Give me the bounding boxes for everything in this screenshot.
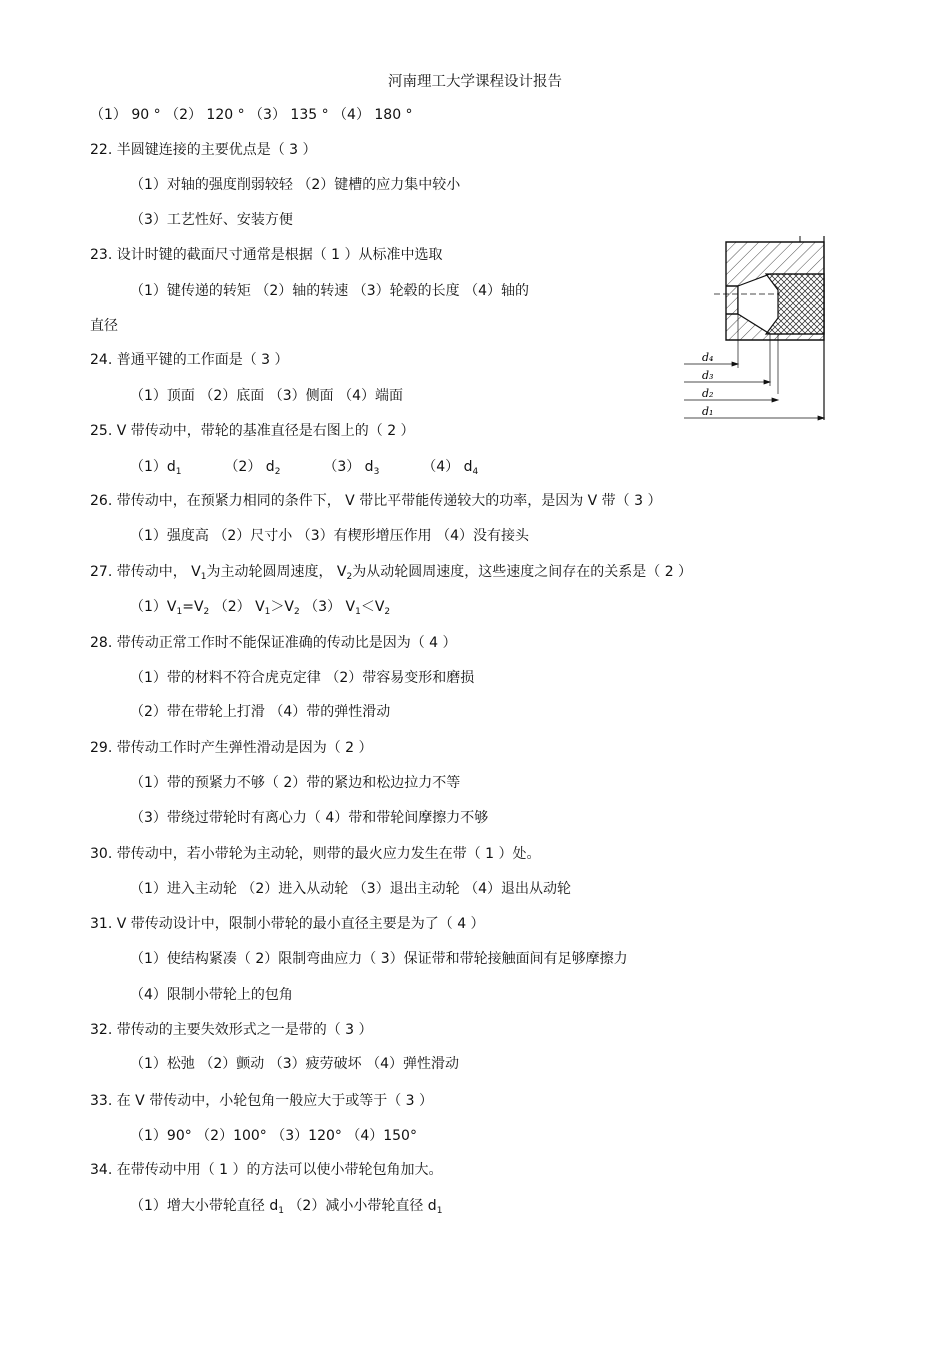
option-line: （1）进入主动轮 （2）进入从动轮 （3）退出主动轮 （4）退出从动轮: [130, 881, 571, 897]
option-line: 直径: [90, 318, 118, 334]
option-line: （3）带绕过带轮时有离心力（ 4）带和带轮间摩擦力不够: [130, 810, 489, 826]
question-line: 24. 普通平键的工作面是（ 3 ）: [90, 352, 289, 368]
label-d1: d₁: [702, 405, 714, 418]
option-line: （4）限制小带轮上的包角: [130, 987, 293, 1003]
question-line: 34. 在带传动中用（ 1 ）的方法可以使小带轮包角加大。: [90, 1162, 443, 1178]
question-line: 30. 带传动中，若小带轮为主动轮，则带的最火应力发生在带（ 1 ）处。: [90, 846, 541, 862]
question-line: 23. 设计时键的截面尺寸通常是根据（ 1 ）从标准中选取: [90, 247, 443, 263]
option-line: （1）键传递的转矩 （2）轴的转速 （3）轮毂的长度 （4）轴的: [130, 283, 529, 299]
option-line: （1）强度高 （2）尺寸小 （3）有楔形增压作用 （4）没有接头: [130, 528, 529, 544]
question-28: 28. 带传动正常工作时不能保证准确的传动比是因为（ 4 ）: [90, 635, 457, 651]
option-line: （1）带的材料不符合虎克定律 （2）带容易变形和磨损: [130, 670, 475, 686]
option-line: （1）使结构紧凑（ 2）限制弯曲应力（ 3）保证带和带轮接触面间有足够摩擦力: [130, 951, 628, 967]
option-line: （2）带在带轮上打滑 （4）带的弹性滑动: [130, 704, 391, 720]
label-d2: d₂: [702, 387, 714, 400]
option-line: （1）顶面 （2）底面 （3）侧面 （4）端面: [130, 388, 403, 404]
question-line: 29. 带传动工作时产生弹性滑动是因为（ 2 ）: [90, 740, 373, 756]
label-d4: d₄: [702, 351, 714, 364]
pulley-groove-diagram: [676, 234, 832, 424]
question-line: 33. 在 V 带传动中，小轮包角一般应大于或等于（ 3 ）: [90, 1093, 433, 1109]
option-line: （1）对轴的强度削弱较轻 （2）键槽的应力集中较小: [130, 177, 461, 193]
q27-options: $(1)V_1=V_2$ （2） $V_1>V_2$ （3） $V_1<V_2$: [130, 599, 391, 617]
question-line: 31. V 带传动设计中，限制小带轮的最小直径主要是为了（ 4 ）: [90, 916, 485, 932]
question-line: 25. V 带传动中，带轮的基准直径是右图上的（ 2 ）: [90, 423, 415, 439]
option-line: （3）工艺性好、安装方便: [130, 212, 293, 228]
option-line: （1） 90 ° （2） 120 ° （3） 135 ° （4） 180 °: [90, 107, 413, 123]
label-d3: d₃: [702, 369, 714, 382]
option-line: （1）带的预紧力不够（ 2）带的紧边和松边拉力不等: [130, 775, 461, 791]
question-line: 22. 半圆键连接的主要优点是（ 3 ）: [90, 142, 317, 158]
q25-options: $(1)d_1$ （2） $d_2$ （3） $d_3$ （4） $d_4$: [130, 459, 479, 477]
option-line: （1）松弛 （2）颤动 （3）疲劳破坏 （4）弹性滑动: [130, 1056, 459, 1072]
question-line: 26. 带传动中，在预紧力相同的条件下， V 带比平带能传递较大的功率，是因为 V 带（ 3 ）: [90, 493, 662, 509]
option-line: （1）90° （2）100° （3）120° （4）150°: [130, 1128, 417, 1144]
question-27: 27. 带传动中， $V_1$为主动轮圆周速度， $V_2$为从动轮圆周速度，这些速度之间存在的关系是（ 2 ）: [90, 564, 693, 582]
page-header: 河南理工大学课程设计报告: [388, 74, 562, 90]
q34-options: （1）增大小带轮直径 $d_1$ （2）减小小带轮直径 $d_1$: [130, 1198, 443, 1216]
question-line: 32. 带传动的主要失效形式之一是带的（ 3 ）: [90, 1022, 373, 1038]
